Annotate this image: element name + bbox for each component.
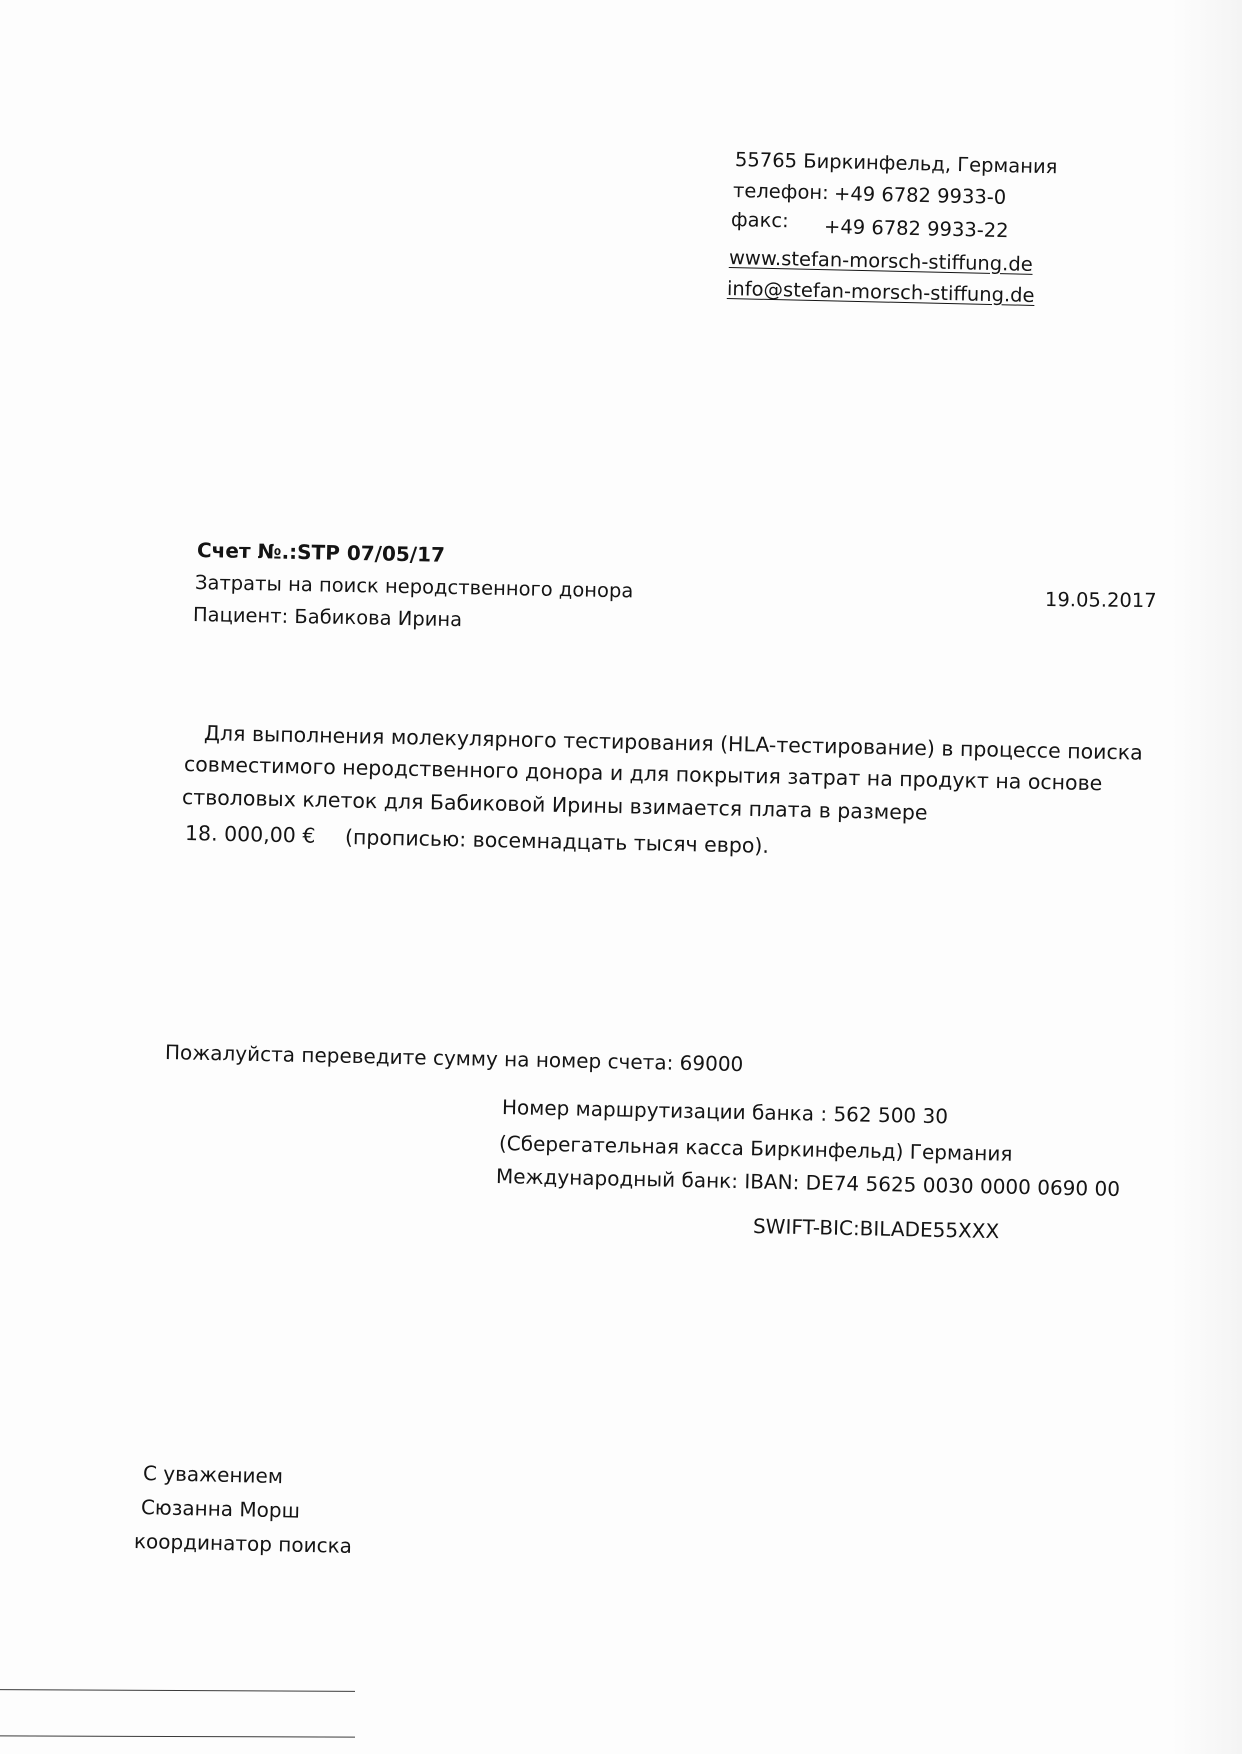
- account-number-line: Пожалуйста переведите сумму на номер счета: 69000: [164, 1040, 744, 1077]
- scan-shadow-edge: [1172, 0, 1242, 1754]
- bank-routing-number: Номер маршрутизации банка : 562 500 30: [501, 1095, 949, 1129]
- body-line-2: совместимого неродственного донора и для покрытия затрат на продукт на основе: [183, 752, 1103, 796]
- scan-artifact-line: [0, 1735, 355, 1737]
- bank-iban: Международный банк: IBAN: DE74 5625 0030 0000 0690 00: [495, 1164, 1121, 1202]
- sender-fax-label: факс:: [730, 208, 789, 233]
- sender-address: 55765 Биркинфельд, Германия: [734, 148, 1058, 179]
- sender-fax: +49 6782 9933-22: [823, 215, 1009, 243]
- sender-email-link[interactable]: info@stefan-morsch-stiffung.de: [726, 277, 1035, 307]
- closing-regards: С уважением: [142, 1461, 284, 1489]
- sender-phone-label: телефон:: [732, 179, 829, 205]
- invoice-number: Счет №.:STP 07/05/17: [196, 538, 446, 567]
- signer-name: Сюзанна Морш: [140, 1495, 301, 1523]
- signer-title: координатор поиска: [133, 1529, 353, 1558]
- body-line-3: стволовых клеток для Бабиковой Ирины взимается плата в размере: [181, 785, 928, 825]
- invoice-patient: Пациент: Бабикова Ирина: [192, 603, 463, 632]
- amount-figure: 18. 000,00 €: [184, 821, 316, 848]
- bank-name: (Сберегательная касса Биркинфельд) Германия: [498, 1131, 1013, 1166]
- bank-swift: SWIFT-BIC:BILADE55XXX: [752, 1214, 1000, 1244]
- invoice-date: 19.05.2017: [1044, 588, 1157, 613]
- sender-phone: +49 6782 9933-0: [833, 182, 1007, 209]
- sender-website-link[interactable]: www.stefan-morsch-stiffung.de: [728, 246, 1034, 276]
- amount-in-words: (прописью: восемнадцать тысяч евро).: [344, 825, 770, 858]
- invoice-subject: Затраты на поиск неродственного донора: [194, 571, 634, 603]
- scan-artifact-line: [0, 1689, 355, 1692]
- body-line-1: Для выполнения молекулярного тестирования (HLA-тестирование) в процессе поиска: [203, 721, 1143, 765]
